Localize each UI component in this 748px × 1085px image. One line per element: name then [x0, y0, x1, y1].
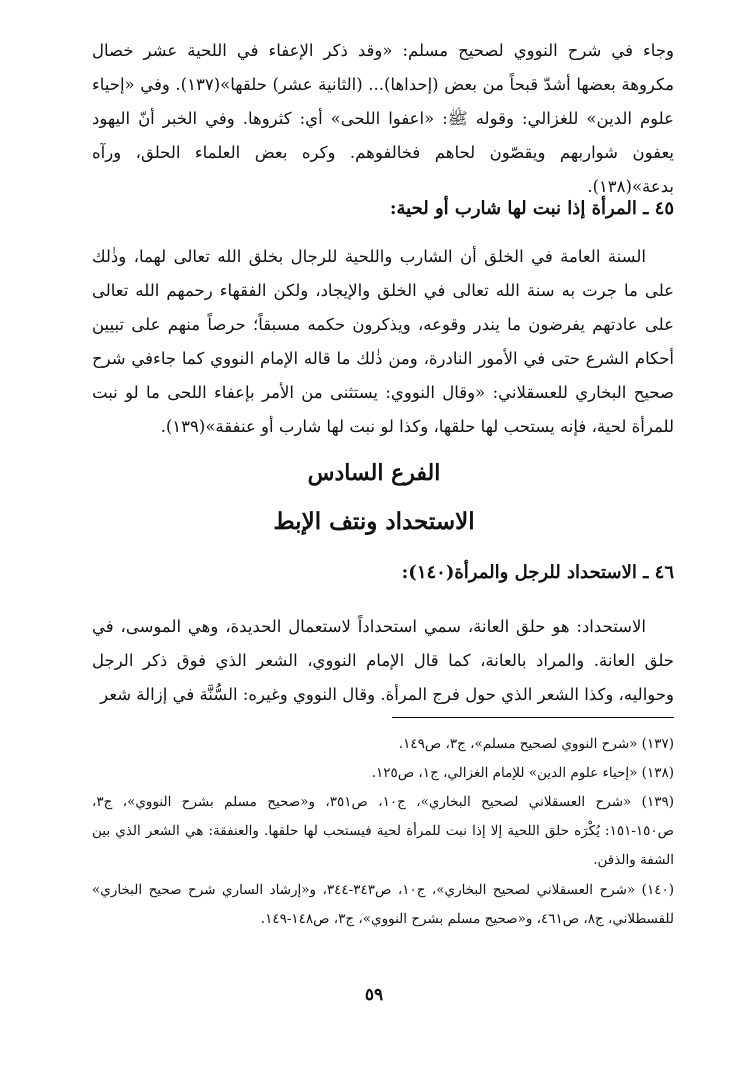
- footnote-138: (١٣٨) «إحياء علوم الدين» للإمام الغزالي، ج١، ص١٢٥.: [371, 765, 674, 781]
- footnote-139: (١٣٩) «شرح العسقلاني لصحيح البخاري»، ج١٠، ص٣٥١، و«صحيح مسلم بشرح النووي»، ج٣، ص١٥٠-١٥١: يُكْرَه حلق اللحية إلا إذا نبت للمرأة لحية فيستحب لها حلقها. والعنفقة: هي الشعر الذي بين الشفة والذقن.: [92, 794, 674, 868]
- paragraph-nawawi-quote: وجاء في شرح النووي لصحيح مسلم: «وقد ذكر الإعفاء في اللحية عشر خصال مكروهة بعضها أشدّ قبحاً من بعض (إحداها)... (الثانية عشر) حلقها»(١٣٧). وفي «إحياء علوم الدين» للغزالي: وقوله ﷺ: «اعفوا اللحى» أي: كثروها. وفي الخبر أنّ اليهود يعفون شواربهم ويقصّون لحاهم فخالفوهم. وكره بعض العلماء الحلق، ورآه بدعة»(١٣٨).: [92, 41, 674, 196]
- branch-title: الفرع السادس: [307, 460, 441, 486]
- branch-subtitle: الاستحداد ونتف الإبط: [273, 508, 475, 535]
- section-heading-45: ٤٥ ـ المرأة إذا نبت لها شارب أو لحية:: [389, 198, 674, 219]
- page-number: ٥٩: [364, 985, 384, 1005]
- section-heading-46: ٤٦ ـ الاستحداد للرجل والمرأة(١٤٠):: [401, 562, 674, 583]
- footnote-140: (١٤٠) «شرح العسقلاني لصحيح البخاري»، ج١٠، ص٣٤٣-٣٤٤، و«إرشاد الساري شرح صحيح البخاري» للقسطلاني، ج٨، ص٤٦١، و«صحيح مسلم بشرح النووي»، ج٣، ص١٤٨-١٤٩.: [92, 882, 674, 927]
- footnote-separator: [392, 717, 674, 718]
- footnote-137: (١٣٧) «شرح النووي لصحيح مسلم»، ج٣، ص١٤٩.: [398, 736, 674, 752]
- paragraph-general-sunnah: السنة العامة في الخلق أن الشارب واللحية للرجال بخلق الله تعالى لهما، وذٰلك على ما جرت به سنة الله تعالى في الخلق والإيجاد، ولكن الفقهاء رحمهم الله تعالى على عادتهم يفرضون ما يندر وقوعه، ويذكرون حكمه مسبقاً؛ حرصاً منهم على تبيين أحكام الشرع حتى في الأمور النادرة، ومن ذٰلك ما قاله الإمام النووي كما جاءفي شرح صحيح البخاري للعسقلاني: «وقال النووي: يستثنى من الأمر بإعفاء اللحى ما لو نبت للمرأة لحية، فإنه يستحب لها حلقها، وكذا لو نبت لها شارب أو عنفقة»(١٣٩).: [92, 247, 674, 436]
- paragraph-istihdad-definition: الاستحداد: هو حلق العانة، سمي استحداداً لاستعمال الحديدة، وهي الموسى، في حلق العانة. والمراد بالعانة، كما قال الإمام النووي، الشعر الذي فوق ذكر الرجل وحواليه، وكذا الشعر الذي حول فرج المرأة. وقال النووي وغيره: السُّنَّة في إزالة شعر: [92, 617, 674, 704]
